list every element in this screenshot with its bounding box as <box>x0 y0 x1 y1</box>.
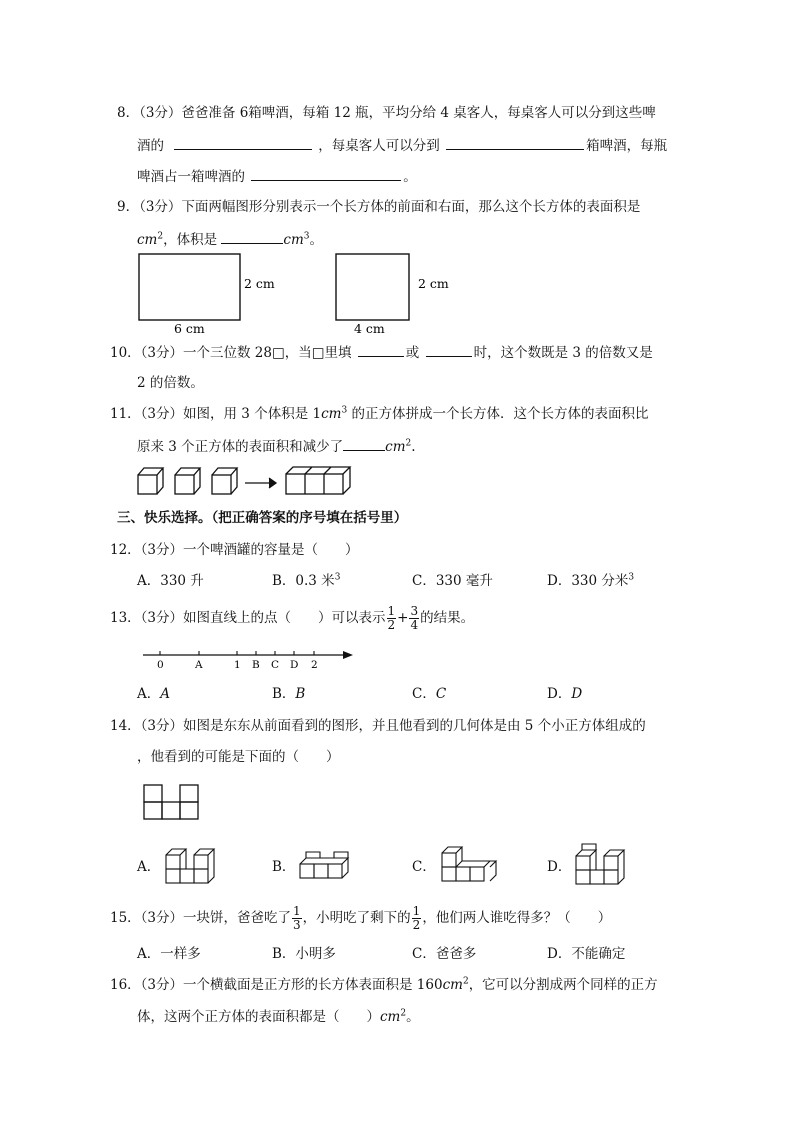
q14-line1: 14．（3分）如图是东东从前面看到的图形，并且他看到的几何体是由 5 个小正方体组成的 <box>110 718 646 734</box>
q8-line1: 8．（3分）爸爸准备 6箱啤酒，每箱 12 瓶，平均分给 4 桌客人，每桌客人可以分到这些啤 <box>117 105 656 121</box>
q12-option-d[interactable] <box>547 571 634 591</box>
front-width-label: 6 cm <box>174 321 205 336</box>
q8-line3 <box>137 166 417 187</box>
q10-line1 <box>110 342 653 363</box>
q11-text: 11．（3分）如图，用 3 个体积是 1 <box>110 406 322 422</box>
q14-option-c-figure <box>434 843 500 889</box>
q12-stem: 12．（3分）一个啤酒罐的容量是（ ） <box>110 542 359 558</box>
axis-label: 1 <box>234 659 241 671</box>
q14-option-c[interactable]: C． <box>412 859 436 875</box>
option-text: D．330 分米 <box>547 573 629 589</box>
q16-line2 <box>137 1007 420 1027</box>
q13-option-b[interactable]: B．B <box>272 686 306 702</box>
fraction: $\frac{1}{3}$ <box>293 904 301 932</box>
unit-cm: cm <box>442 977 463 993</box>
q16-text: ，它可以分割成两个同样的正方 <box>468 977 658 993</box>
axis-label: 2 <box>311 659 318 671</box>
q13-stem <box>110 603 474 633</box>
q12-option-b[interactable] <box>272 571 340 591</box>
q8-text: 箱啤酒，每瓶 <box>586 138 668 154</box>
q11-text: 原来 3 个正方体的表面积和减少了 <box>137 439 344 455</box>
q8-blank-3[interactable] <box>251 166 401 181</box>
q9-blank-volume[interactable] <box>221 229 283 244</box>
q8-text: 。 <box>403 169 417 185</box>
unit-exp: 3 <box>341 405 348 416</box>
q15-option-d[interactable]: D．不能确定 <box>547 946 626 962</box>
q8-blank-1[interactable] <box>174 135 312 150</box>
q14-line2: ，他看到的可能是下面的（ ） <box>137 749 340 765</box>
q10-text: 或 <box>405 345 420 361</box>
axis-label: C <box>271 659 280 671</box>
q10-blank-1[interactable] <box>358 342 404 357</box>
unit-exp: 2 <box>400 1008 407 1019</box>
q9-line2 <box>137 229 323 250</box>
q15-stem <box>110 902 611 934</box>
unit-cm: cm <box>283 232 304 248</box>
q14-option-d-figure <box>572 840 628 890</box>
q16-text: 。 <box>406 1009 420 1025</box>
arrow-right-icon <box>245 478 276 488</box>
q10-line2: 2 的倍数。 <box>137 375 204 391</box>
q8-text: 酒的 <box>137 138 164 154</box>
plus-sign: + <box>397 610 409 626</box>
unit-exp: 2 <box>157 231 164 242</box>
q11-cubes-figure <box>135 463 355 499</box>
q14-option-a[interactable]: A． <box>137 859 161 875</box>
unit-exp: 3 <box>303 231 310 242</box>
q15-option-c[interactable]: C．爸爸多 <box>412 946 477 962</box>
q9-text: 。 <box>309 232 324 248</box>
q13-text: 13．（3分）如图直线上的点（ ）可以表示 <box>110 610 386 626</box>
cuboid-icon <box>286 467 350 494</box>
unit-exp: 3 <box>628 572 635 583</box>
axis-label: B <box>252 659 260 671</box>
q16-text: 体，这两个正方体的表面积都是（ ） <box>137 1009 380 1025</box>
cube-icon <box>212 468 237 494</box>
q14-front-view <box>138 782 202 822</box>
q13-option-a[interactable]: A．A <box>137 686 170 702</box>
unit-exp: 3 <box>334 572 341 583</box>
cube-icon <box>138 468 163 494</box>
q13-option-d[interactable]: D．D <box>547 686 583 702</box>
q14-option-b-figure <box>296 848 358 888</box>
unit-cm: cm <box>385 439 406 455</box>
front-height-label: 2 cm <box>244 276 275 291</box>
fraction: $\frac{1}{2}$ <box>387 604 396 632</box>
q16-text: 16．（3分）一个横截面是正方形的长方体表面积是 160 <box>110 977 443 993</box>
q15-option-b[interactable]: B．小明多 <box>272 946 336 962</box>
unit-cm: cm <box>380 1009 401 1025</box>
axis-label: 0 <box>157 659 164 671</box>
q12-option-c[interactable]: C．330 毫升 <box>412 573 493 589</box>
section-heading: 三、快乐选择。（把正确答案的序号填在括号里） <box>117 510 408 526</box>
q11-line1 <box>110 404 648 424</box>
q13-option-c[interactable]: C．C <box>412 686 447 702</box>
q11-text: 的正方体拼成一个长方体．这个长方体的表面积比 <box>347 406 649 422</box>
unit-exp: 2 <box>405 438 412 449</box>
axis-arrow-icon <box>343 651 353 659</box>
front-face-rect <box>139 254 240 320</box>
right-face-rect <box>336 254 409 320</box>
q14-option-b[interactable]: B． <box>272 859 296 875</box>
q13-number-line <box>137 640 367 676</box>
q12-option-a[interactable]: A．330 升 <box>137 573 204 589</box>
option-text: B．0.3 米 <box>272 573 335 589</box>
fraction: $\frac{3}{4}$ <box>410 604 419 632</box>
q8-blank-2[interactable] <box>446 135 584 150</box>
unit-cm: cm <box>137 232 158 248</box>
axis-label: D <box>290 659 299 671</box>
q15-option-a[interactable]: A．一样多 <box>137 946 201 962</box>
unit-exp: 2 <box>462 976 469 987</box>
q10-text: 时，这个数既是 3 的倍数又是 <box>473 345 653 361</box>
q8-text: ，每桌客人可以分到 <box>318 138 440 154</box>
q14-option-a-figure <box>162 843 218 889</box>
q11-text: . <box>411 439 416 455</box>
q10-text: 10．（3分）一个三位数 28□，当□里填 <box>110 345 352 361</box>
q15-text: 15．（3分）一块饼，爸爸吃了 <box>110 910 292 926</box>
q15-text: ，他们两人谁吃得多？（ ） <box>422 910 612 926</box>
unit-cm: cm <box>321 406 342 422</box>
q14-option-d[interactable]: D． <box>547 859 572 875</box>
q9-text: ，体积是 <box>163 232 218 248</box>
cube-icon <box>175 468 200 494</box>
q13-text: 的结果。 <box>420 610 475 626</box>
q15-text: ，小明吃了剩下的 <box>302 910 411 926</box>
q8-line2 <box>137 135 667 156</box>
axis-label: A <box>195 659 203 671</box>
q11-blank[interactable] <box>343 436 385 451</box>
q11-line2 <box>137 436 416 457</box>
right-height-label: 2 cm <box>418 276 449 291</box>
fraction: $\frac{1}{2}$ <box>412 904 421 932</box>
q8-text: 啤酒占一箱啤酒的 <box>137 169 245 185</box>
q16-line1 <box>110 975 658 995</box>
right-width-label: 4 cm <box>354 321 385 336</box>
q9-line1: 9．（3分）下面两幅图形分别表示一个长方体的前面和右面，那么这个长方体的表面积是 <box>117 199 641 215</box>
q9-figure <box>130 250 460 340</box>
q10-blank-2[interactable] <box>426 342 472 357</box>
